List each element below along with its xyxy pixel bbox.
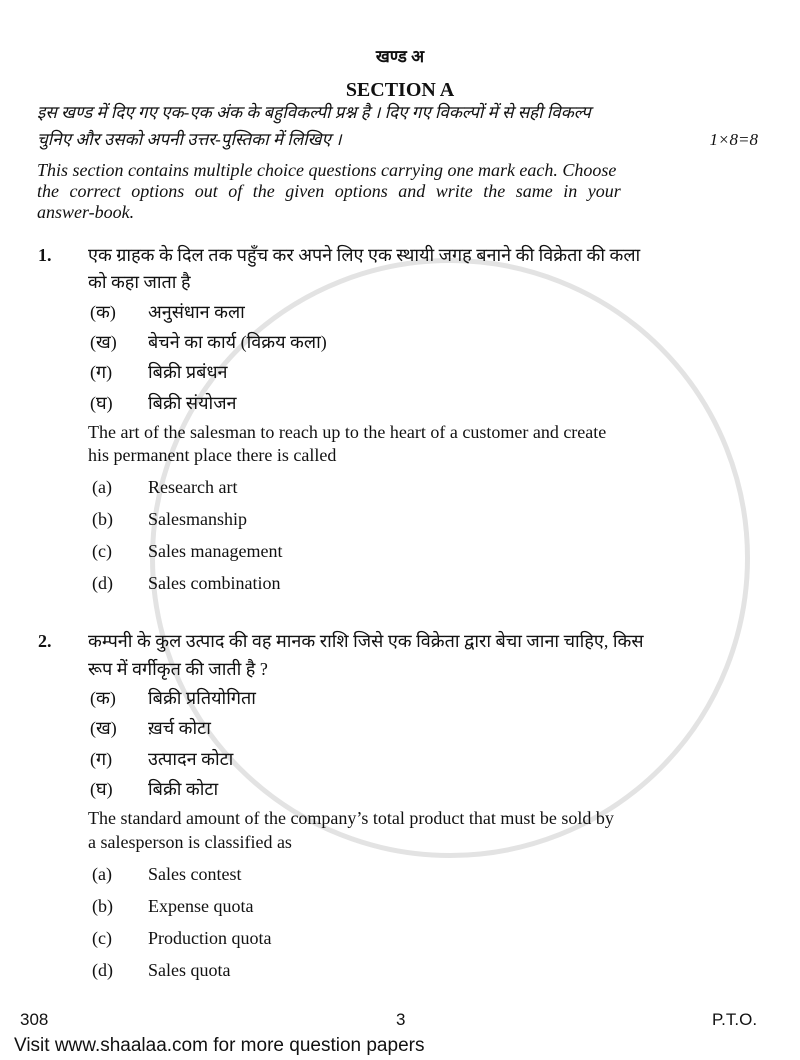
option-text: Expense quota (148, 896, 254, 916)
option-label: (क) (90, 302, 116, 322)
paper-code: 308 (20, 1010, 49, 1029)
option-label: (c) (92, 928, 112, 948)
option-text: Production quota (148, 928, 272, 948)
option-text: बिक्री कोटा (148, 779, 219, 799)
option-text: बिक्री प्रबंधन (148, 362, 228, 382)
option-text: Sales quota (148, 960, 231, 980)
option-text: बिक्री संयोजन (148, 393, 237, 413)
option-label: (ग) (90, 362, 113, 382)
question-english-text: The art of the salesman to reach up to the heart of a customer and create (88, 422, 607, 442)
section-title: SECTION A (345, 79, 455, 101)
option-label: (क) (90, 688, 116, 708)
section-hindi-title: खण्ड अ (375, 47, 425, 66)
option-label: (a) (92, 477, 112, 497)
visit-link[interactable]: Visit www.shaalaa.com for more question papers (14, 1035, 425, 1056)
instruction-english-3: answer-book. (37, 202, 135, 222)
marks: 1×8=8 (709, 130, 758, 149)
instruction-english-2: the correct options out of the given options and write the same in your (37, 181, 621, 201)
option-label: (घ) (90, 393, 113, 413)
option-text: उत्पादन कोटा (148, 749, 234, 769)
option-label: (d) (92, 960, 113, 980)
question-hindi-text: कम्पनी के कुल उत्पाद की वह मानक राशि जिसे एक विक्रेता द्वारा बेचा जाना चाहिए, किस (88, 631, 644, 651)
option-label: (ग) (90, 749, 113, 769)
question-number: 2. (38, 631, 52, 651)
instruction-hindi-2: चुनिए और उसको अपनी उत्तर-पुस्तिका में लिखिए । (37, 130, 342, 149)
question-hindi-text: एक ग्राहक के दिल तक पहुँच कर अपने लिए एक स्थायी जगह बनाने की विक्रेता की कला (88, 245, 641, 265)
question-hindi-text: रूप में वर्गीकृत की जाती है ? (88, 659, 268, 679)
option-label: (d) (92, 573, 113, 593)
option-text: अनुसंधान कला (148, 302, 245, 322)
instruction-hindi-1: इस खण्ड में दिए गए एक-एक अंक के बहुविकल्पी प्रश्न है । दिए गए विकल्पों में से सही विकल्प (37, 103, 591, 122)
option-text: Research art (148, 477, 238, 497)
pto: P.T.O. (712, 1010, 758, 1029)
option-label: (c) (92, 541, 112, 561)
option-text: बेचने का कार्य (विक्रय कला) (148, 332, 327, 352)
option-label: (b) (92, 896, 113, 916)
option-label: (ख) (90, 718, 117, 738)
option-label: (ख) (90, 332, 117, 352)
question-hindi-text: को कहा जाता है (88, 272, 191, 292)
option-text: बिक्री प्रतियोगिता (148, 688, 256, 708)
page-number: 3 (396, 1010, 406, 1029)
question-english-text: his permanent place there is called (88, 445, 337, 465)
option-label: (a) (92, 864, 112, 884)
option-text: Sales contest (148, 864, 242, 884)
instruction-english-1: This section contains multiple choice questions carrying one mark each. Choose (37, 160, 617, 180)
option-text: Sales combination (148, 573, 281, 593)
option-text: ख़र्च कोटा (148, 718, 211, 738)
option-label: (b) (92, 509, 113, 529)
option-label: (घ) (90, 779, 113, 799)
question-number: 1. (38, 245, 52, 265)
option-text: Salesmanship (148, 509, 247, 529)
question-english-text: a salesperson is classified as (88, 832, 292, 852)
question-english-text: The standard amount of the company’s total product that must be sold by (88, 808, 614, 828)
option-text: Sales management (148, 541, 283, 561)
